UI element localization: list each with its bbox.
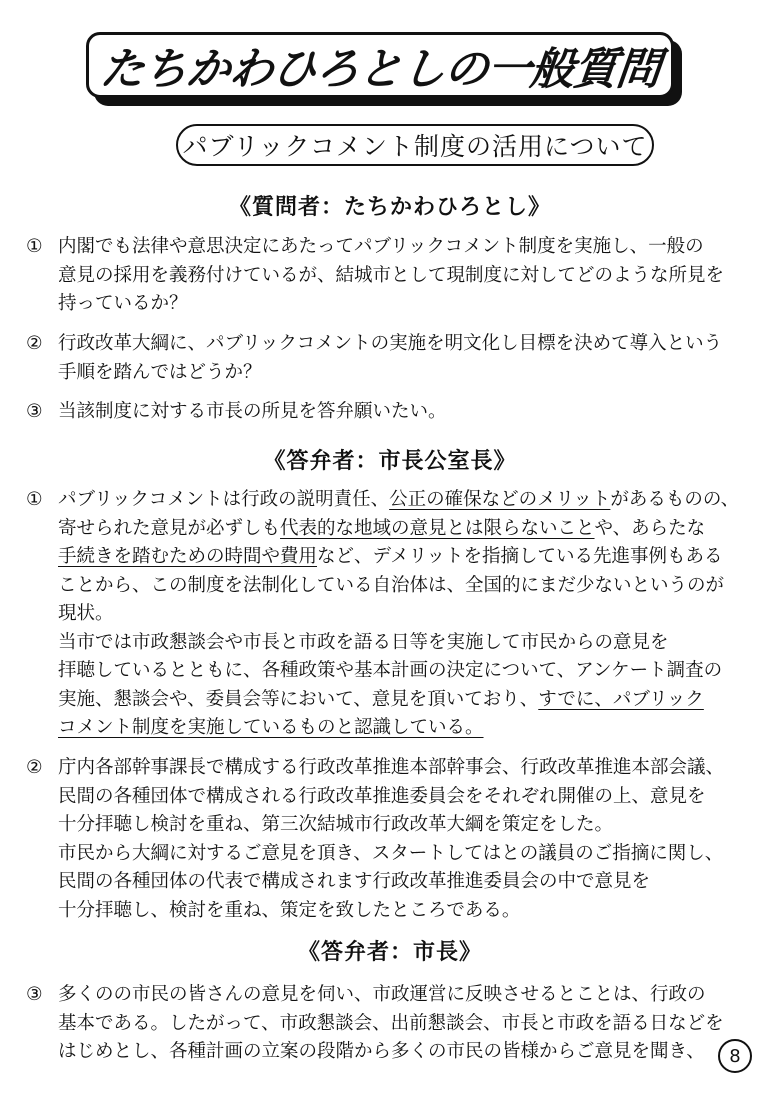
item-line: ことから、この制度を法制化している自治体は、全国的にまだ少ないというのが bbox=[58, 574, 725, 596]
item-number: ② bbox=[26, 757, 43, 778]
question-item-2 bbox=[26, 330, 756, 387]
item-number: ③ bbox=[26, 401, 43, 422]
underlined-phrase: 手続きを踏むための時間や費用 bbox=[58, 546, 318, 567]
page-title: たちかわひろとしの一般質問 bbox=[97, 44, 662, 95]
underlined-phrase: 代表的な地域の意見とは限らないこと bbox=[280, 517, 595, 539]
item-line: 十分拝聴し、検討を重ね、策定を致したところである。 bbox=[58, 899, 521, 921]
item-body bbox=[58, 486, 756, 743]
answer-item-3 bbox=[26, 981, 756, 1067]
subtitle-box bbox=[176, 124, 654, 166]
question-item-3 bbox=[26, 398, 756, 427]
item-body bbox=[58, 233, 756, 319]
item-line: 基本である。したがって、市政懇談会、出前懇談会、市長と市政を語る日などを bbox=[58, 1012, 724, 1034]
underlined-phrase: コメント制度を実施しているものと認識している。 bbox=[58, 717, 484, 738]
item-line: 手順を踏んではどうか？ bbox=[58, 361, 262, 383]
item-line: 内閣でも法律や意思決定にあたってパブリックコメント制度を実施し、一般の bbox=[58, 236, 704, 257]
section-heading-office-director: 《答弁者：市長公室長》 bbox=[263, 449, 517, 474]
item-line: 市民から大綱に対するご意見を頂き、スタートしてはとの議員のご指摘に関し、 bbox=[58, 842, 724, 864]
item-line: はじめとし、各種計画の立案の段階から多くの市民の皆様からご意見を聞き、 bbox=[58, 1041, 705, 1062]
item-line: 行政改革大綱に、パブリックコメントの実施を明文化し目標を決めて導入という bbox=[58, 333, 723, 354]
item-line: 民間の各種団体の代表で構成されます行政改革推進委員会の中で意見を bbox=[58, 871, 651, 892]
title-box bbox=[86, 32, 674, 98]
page-subtitle: パブリックコメント制度の活用について bbox=[182, 132, 648, 161]
item-line: 十分拝聴し検討を重ね、第三次結城市行政改革大綱を策定をした。 bbox=[58, 814, 614, 835]
item-line: 庁内各部幹事課長で構成する行政改革推進本部幹事会、行政改革推進本部会議、 bbox=[58, 757, 725, 778]
item-line bbox=[58, 714, 756, 743]
section-heading-mayor: 《答弁者：市長》 bbox=[297, 940, 482, 965]
item-line: 当該制度に対する市長の所見を答弁願いたい。 bbox=[58, 401, 447, 422]
item-number: ① bbox=[26, 236, 43, 257]
answer-item-1 bbox=[26, 486, 756, 743]
item-number: ① bbox=[26, 489, 43, 510]
item-line: 持っているか？ bbox=[58, 293, 188, 314]
item-number: ② bbox=[26, 333, 43, 354]
item-line: 拝聴しているとともに、各種政策や基本計画の決定について、アンケート調査の bbox=[58, 660, 723, 681]
item-line: 実施、懇談会や、委員会等において、意見を頂いており、すでに、パブリック bbox=[58, 688, 704, 710]
item-line: 寄せられた意見が必ずしも代表的な地域の意見とは限らないことや、あらたな bbox=[58, 517, 706, 539]
item-line: 意見の採用を義務付けているが、結城市として現制度に対してどのような所見を bbox=[58, 264, 725, 286]
underlined-phrase: 公正の確保などのメリット bbox=[389, 489, 611, 510]
title-banner bbox=[86, 32, 682, 106]
item-line: 民間の各種団体で構成される行政改革推進委員会をそれぞれ開催の上、意見を bbox=[58, 785, 706, 807]
underlined-phrase: すでに、パブリック bbox=[538, 688, 704, 710]
item-body bbox=[58, 398, 756, 427]
item-line: 現状。 bbox=[58, 603, 114, 624]
page-number: 8 bbox=[718, 1039, 752, 1073]
item-body bbox=[58, 981, 756, 1067]
item-line: 手続きを踏むための時間や費用など、デメリットを指摘している先進事例もある bbox=[58, 546, 723, 567]
item-line: 多くのの市民の皆さんの意見を伺い、市政運営に反映させるとことは、行政の bbox=[58, 984, 706, 1005]
item-line: 当市では市政懇談会や市長と市政を語る日等を実施して市民からの意見を bbox=[58, 631, 669, 653]
item-line: パブリックコメントは行政の説明責任、公正の確保などのメリットがあるものの、 bbox=[58, 489, 740, 510]
item-body bbox=[58, 330, 756, 387]
item-number: ③ bbox=[26, 984, 43, 1005]
question-item-1 bbox=[26, 233, 756, 319]
item-body bbox=[58, 754, 756, 925]
answer-item-2 bbox=[26, 754, 756, 925]
section-heading-questioner: 《質問者：たちかわひろとし》 bbox=[228, 195, 551, 220]
